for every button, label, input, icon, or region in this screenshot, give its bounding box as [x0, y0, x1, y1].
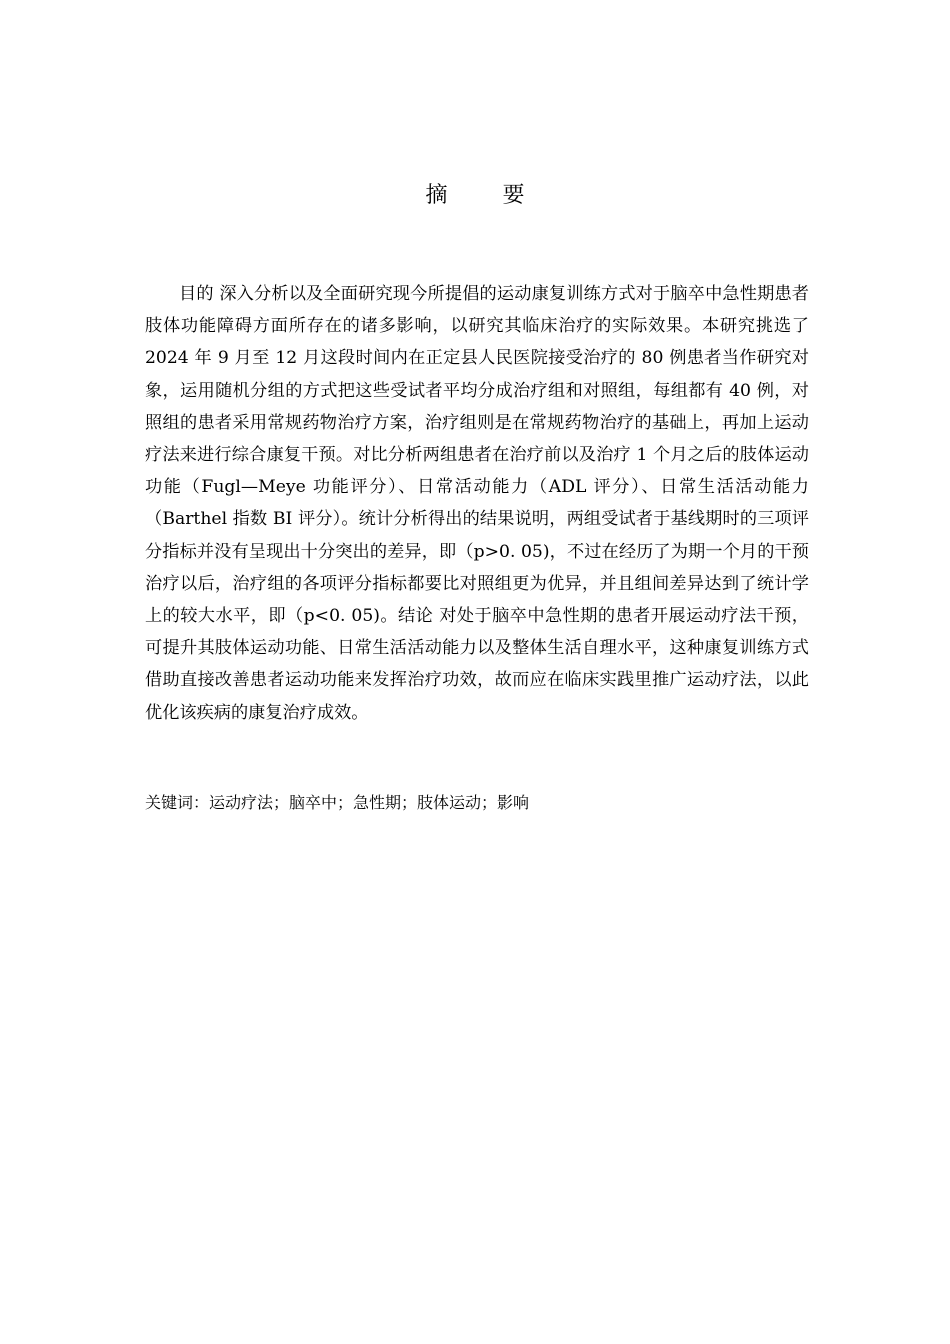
- keywords-text: 运动疗法；脑卒中；急性期；肢体运动；影响: [209, 793, 530, 812]
- keywords-line: [145, 788, 809, 818]
- page-title: 摘 要: [425, 183, 549, 208]
- keywords-label: 关键词：: [145, 793, 210, 812]
- abstract-paragraph: 目的 深入分析以及全面研究现今所提倡的运动康复训练方式对于脑卒中急性期患者肢体功能障碍方面所存在的诸多影响，以研究其临床治疗的实际效果。本研究挑选了 2024 年 9 月至 12 月这段时间内在正定县人民医院接受治疗的 80 例患者当作研究对象，运用随机分组的方式把这些受试者平均分成治疗组和对照组，每组都有 40 例，对照组的患者采用常规药物治疗方案，治疗组则是在常规药物治疗的基础上，再加上运动疗法来进行综合康复干预。对比分析两组患者在治疗前以及治疗 1 个月之后的肢体运动功能（Fugl—Meye 功能评分）、日常活动能力（ADL 评分）、日常生活活动能力（Barthel 指数 BI 评分）。统计分析得出的结果说明，两组受试者于基线期时的三项评分指标并没有呈现出十分突出的差异，即（p>0. 05)，不过在经历了为期一个月的干预治疗以后，治疗组的各项评分指标都要比对照组更为优异，并且组间差异达到了统计学上的较大水平，即（p<0. 05)。结论 对处于脑卒中急性期的患者开展运动疗法干预，可提升其肢体运动功能、日常生活活动能力以及整体生活自理水平，这种康复训练方式借助直接改善患者运动功能来发挥治疗功效，故而应在临床实践里推广运动疗法，以此优化该疾病的康复治疗成效。: [145, 284, 809, 723]
